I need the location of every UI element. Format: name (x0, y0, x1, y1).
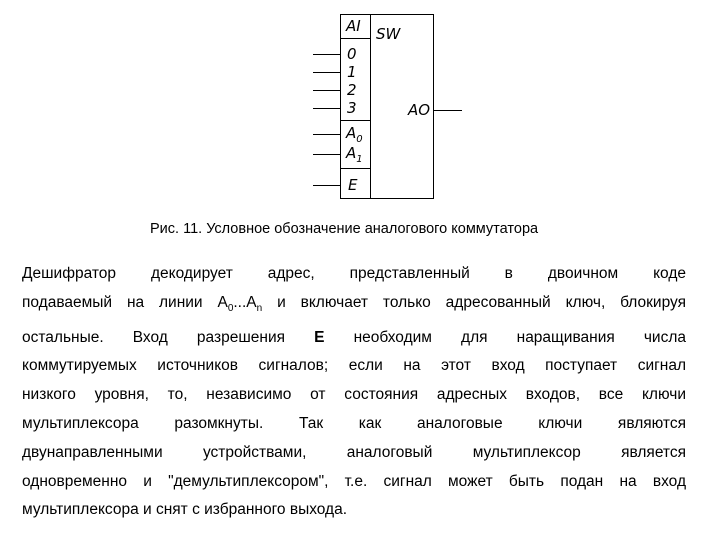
pin-enable: E (348, 176, 358, 194)
figure-caption: Рис. 11. Условное обозначение аналогового коммутатора (150, 221, 539, 237)
paragraph-line-5: низкого уровня, то, независимо от состояния адресных входов, все ключи (22, 386, 686, 404)
paragraph-line-4: коммутируемых источников сигналов; если на этот вход поступает сигнал (22, 357, 686, 375)
function-label: SW (376, 25, 401, 43)
paragraph-line-1: Дешифратор декодирует адрес, представленный в двоичном коде (22, 265, 686, 282)
paragraph-line-3: остальные. Вход разрешения E необходим для наращивания числа (22, 328, 687, 346)
pin-input-0: 0 (347, 45, 357, 63)
paragraph-line-6: мультиплексора разомкнуты. Так как аналоговые ключи являются (22, 415, 686, 433)
body-paragraph (22, 260, 686, 525)
pin-address-0: $A_0$ (346, 124, 363, 145)
pin-input-2: 2 (347, 81, 357, 99)
pin-ai-label: AI (346, 17, 361, 35)
paragraph-line-8: одновременно и "демультиплексором", т.е. сигнал может быть подан на вход (22, 472, 686, 490)
paragraph-line-2: подаваемый на линии $A_0...A_n$ и включает только адресованный ключ, блокируя (22, 293, 686, 314)
enable-term: E (314, 328, 325, 346)
paragraph-line-7: двунаправленными устройствами, аналоговый мультиплексор является (22, 443, 686, 461)
switch-symbol-diagram (0, 0, 720, 210)
pin-input-1: 1 (347, 63, 357, 81)
pin-output: AO (408, 101, 431, 119)
pin-input-3: 3 (347, 99, 357, 117)
pin-address-1: $A_1$ (346, 144, 363, 165)
paragraph-line-9: мультиплексора и снят с избранного выхода. (22, 501, 348, 519)
